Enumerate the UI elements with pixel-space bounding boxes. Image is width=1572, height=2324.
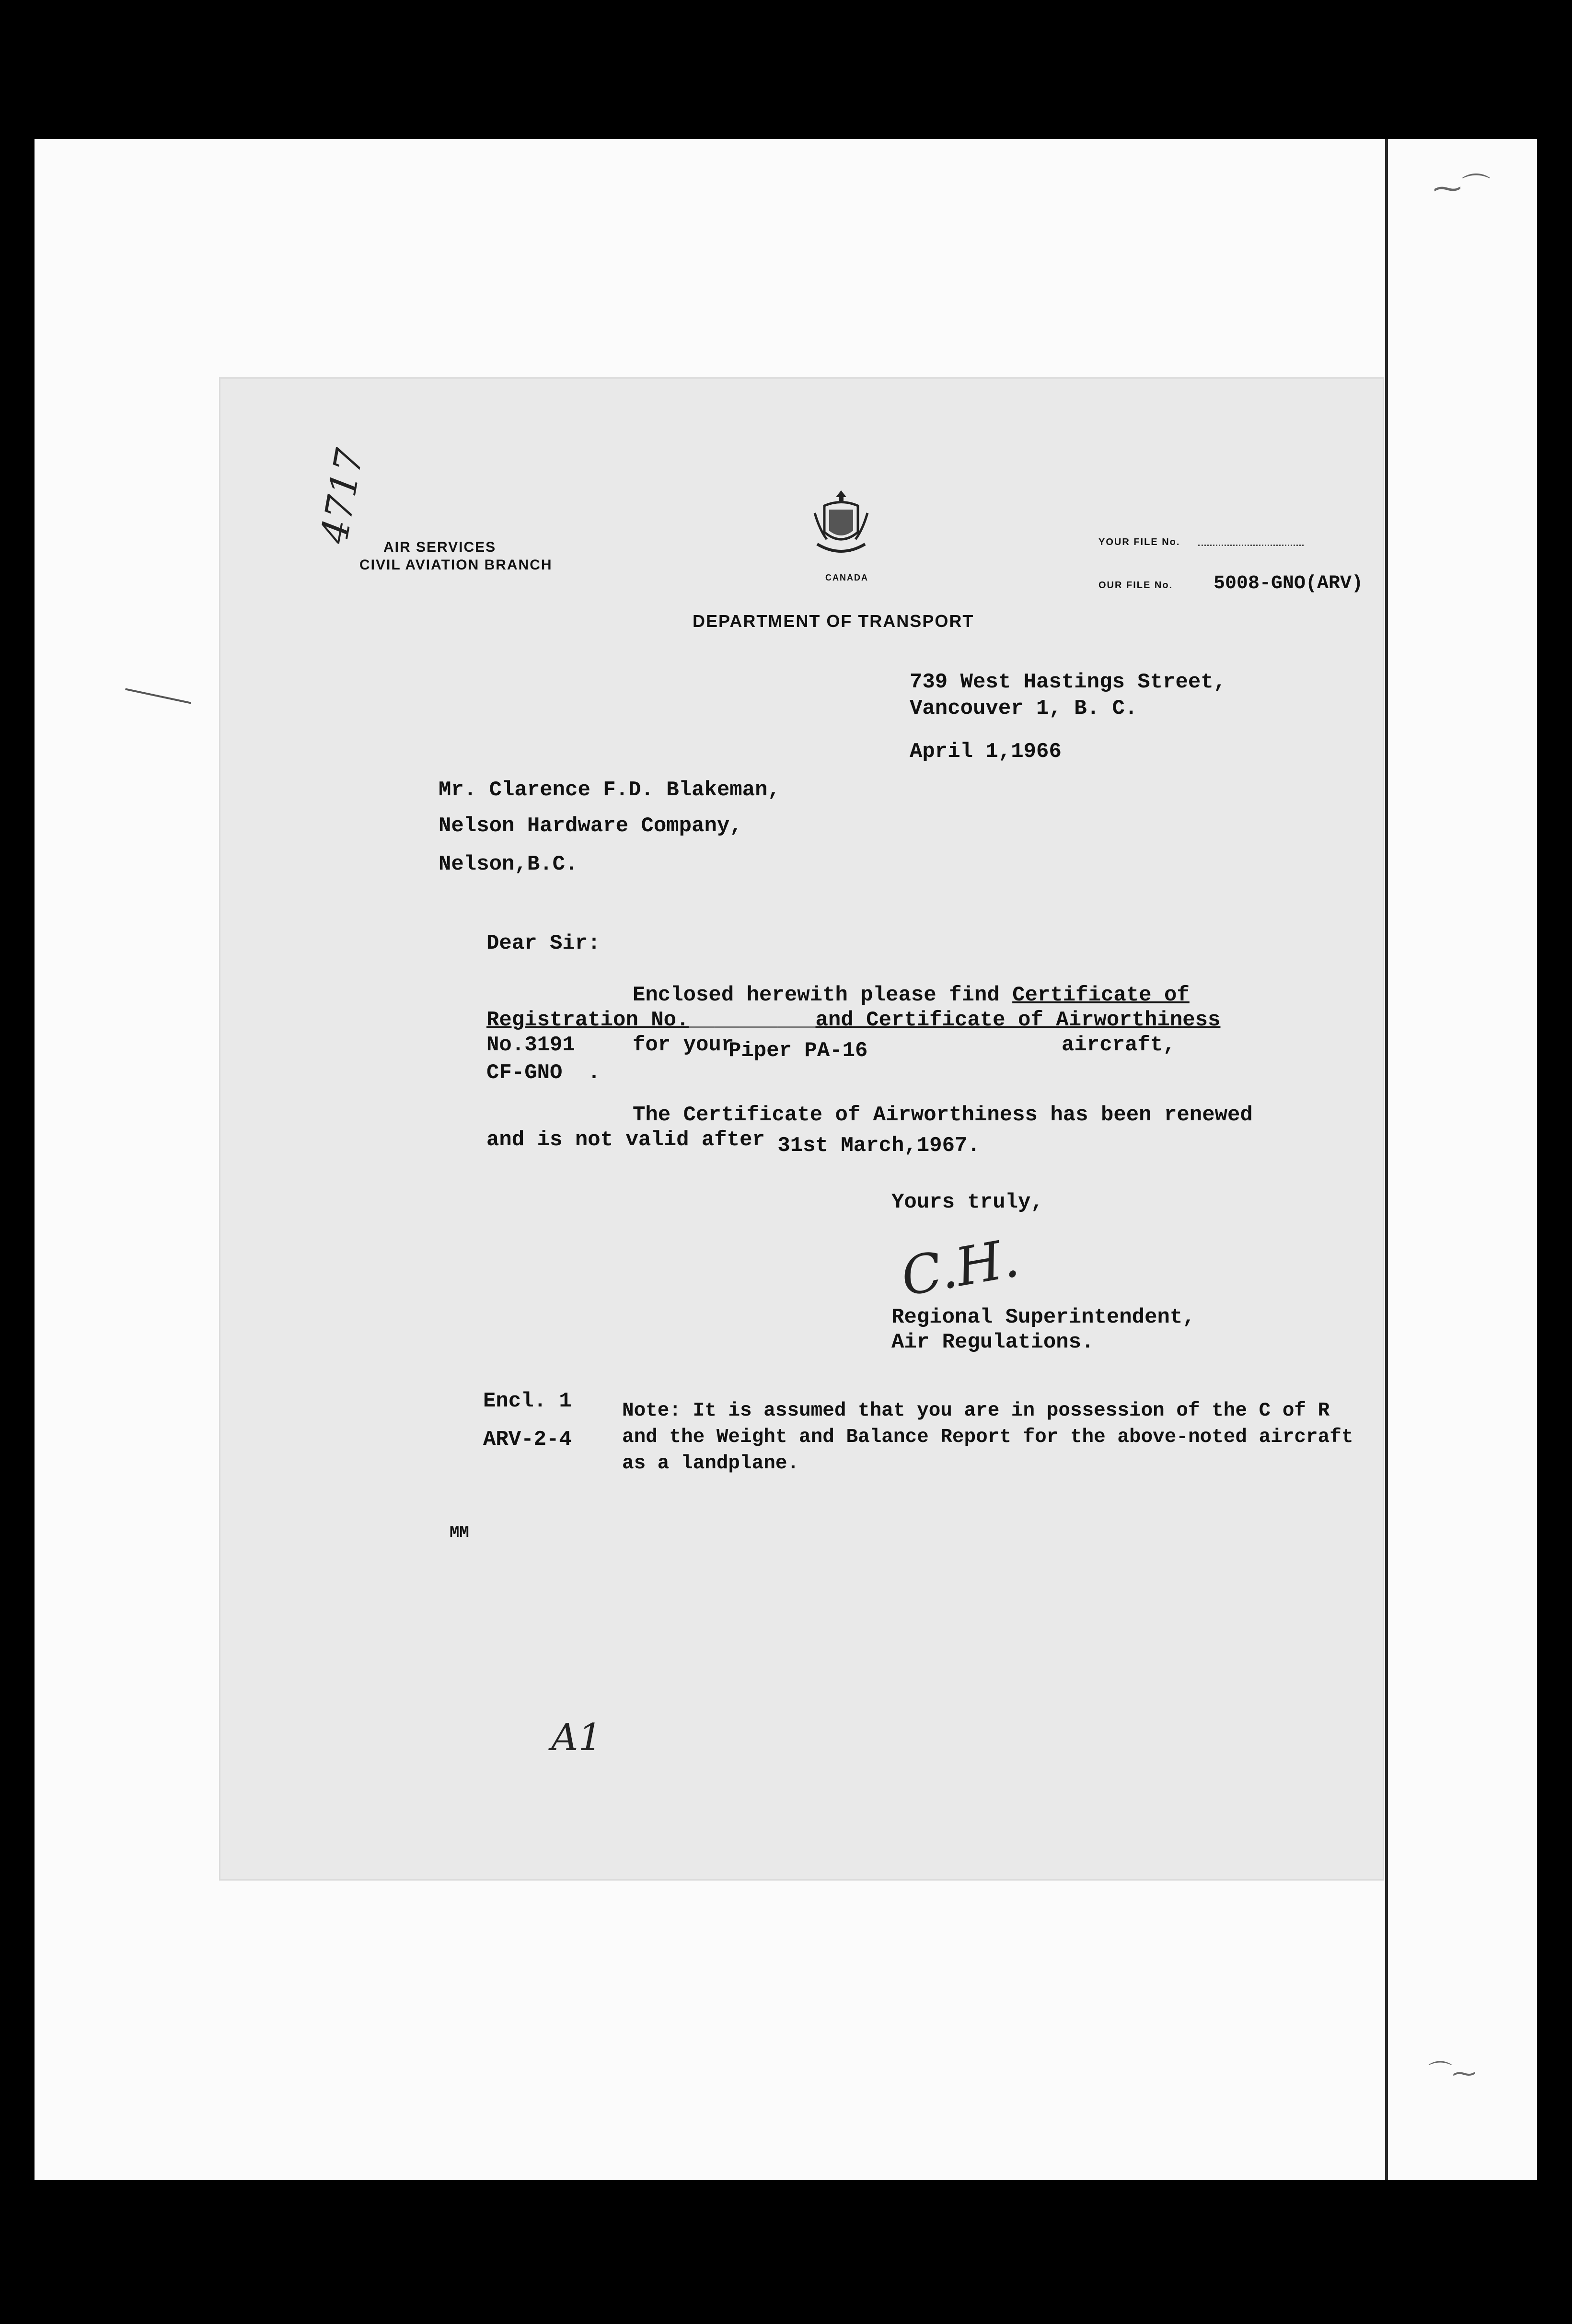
letter-sheet bbox=[220, 379, 1383, 1879]
handwritten-bottom-mark: A1 bbox=[551, 1716, 602, 1759]
edge-smudge-bottom: ⌒⁓ bbox=[1428, 2059, 1476, 2087]
certificate-of-registration-underlined: Certificate of bbox=[1012, 983, 1190, 1007]
aircraft-registration: CF-GNO . bbox=[486, 1061, 601, 1085]
note-line2: and the Weight and Balance Report for the above-noted aircraft bbox=[622, 1426, 1353, 1448]
enclosure-count: Encl. 1 bbox=[483, 1389, 572, 1413]
our-file-number: 5008-GNO(ARV) bbox=[1214, 573, 1364, 594]
page-margin-line bbox=[1385, 139, 1388, 2180]
your-file-label: YOUR FILE No. bbox=[1098, 537, 1180, 547]
aircraft-type: Piper PA-16 bbox=[728, 1039, 868, 1063]
body-for-your: for your bbox=[633, 1033, 734, 1057]
body-p1-line1: Enclosed herewith please find Certificate of bbox=[633, 983, 1190, 1007]
signatory-title: Regional Superintendent, bbox=[891, 1305, 1195, 1329]
canada-crest-icon bbox=[805, 487, 877, 570]
sender-address-line2: Vancouver 1, B. C. bbox=[910, 697, 1138, 720]
typist-initials: MM bbox=[450, 1524, 469, 1542]
recipient-name: Mr. Clarence F.D. Blakeman, bbox=[439, 778, 780, 802]
body-aircraft: aircraft, bbox=[1062, 1033, 1176, 1057]
our-file-label: OUR FILE No. bbox=[1098, 580, 1173, 591]
letter-date: April 1,1966 bbox=[910, 740, 1062, 764]
airworthiness-number: No.3191 bbox=[486, 1033, 575, 1057]
letterhead-branch-line1: AIR SERVICES bbox=[383, 539, 497, 555]
recipient-company: Nelson Hardware Company, bbox=[439, 814, 742, 838]
note-line3: as a landplane. bbox=[622, 1452, 799, 1475]
body-p2-line2: and is not valid after 31st March,1967. bbox=[486, 1128, 980, 1158]
body-p2-line1: The Certificate of Airworthiness has been renewed bbox=[633, 1103, 1253, 1127]
body-p1-line2: Registration No.__________and Certificate of Airworthiness bbox=[486, 1008, 1221, 1032]
recipient-city: Nelson,B.C. bbox=[439, 852, 578, 876]
your-file-blank bbox=[1198, 545, 1304, 546]
sender-address-line1: 739 West Hastings Street, bbox=[910, 670, 1226, 694]
edge-smudge-top: ⁓⌒ bbox=[1433, 172, 1491, 205]
note-line1: Note: It is assumed that you are in possession of the C of R bbox=[622, 1400, 1330, 1422]
salutation: Dear Sir: bbox=[486, 931, 601, 955]
signatory-unit: Air Regulations. bbox=[891, 1330, 1094, 1354]
handwritten-margin-number: 4717 bbox=[312, 445, 372, 547]
department-title: DEPARTMENT OF TRANSPORT bbox=[693, 611, 974, 631]
crest-caption: CANADA bbox=[825, 573, 868, 582]
file-reference: ARV-2-4 bbox=[483, 1428, 572, 1452]
letterhead-branch-line2: CIVIL AVIATION BRANCH bbox=[359, 557, 553, 573]
signature: C.H. bbox=[896, 1227, 1024, 1308]
expiry-date: 31st March,1967. bbox=[777, 1134, 980, 1158]
registration-number-blank: __________ bbox=[689, 1008, 816, 1032]
closing: Yours truly, bbox=[891, 1190, 1043, 1214]
